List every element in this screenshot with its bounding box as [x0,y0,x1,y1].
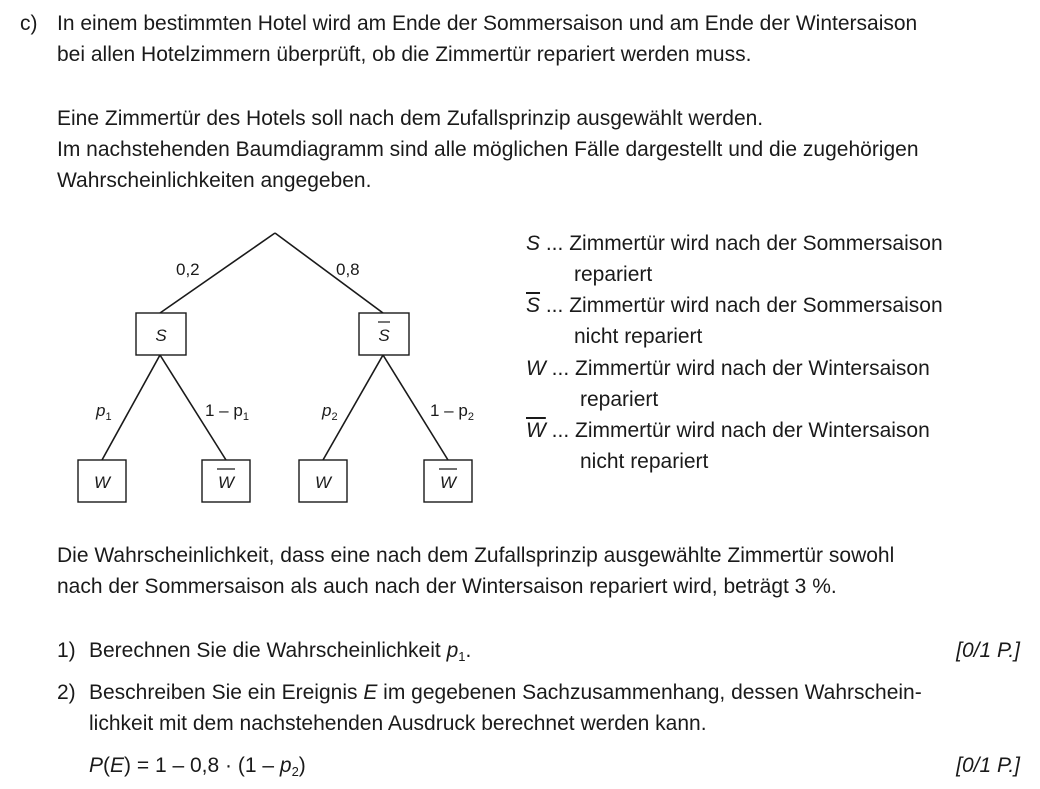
task2-number: 2) [57,681,76,704]
task2-formula: $P(E) = 1 - 0,8 \cdot (1 - p_2)$ [89,754,306,779]
tree-diagram [0,0,500,520]
legend-w: W ... Zimmertür wird nach der Wintersaison [526,357,930,380]
task1-number: 1) [57,639,76,662]
one-minus-p1-label: $1 - p_1$ [205,401,249,423]
legend-not-s-line2: nicht repariert [574,325,703,348]
node-s-text: S [155,326,167,345]
node-not-w-text-1: W [217,473,235,492]
task1-points: [0/1 P.] [956,639,1020,662]
prob-s-label: 0,2 [176,260,200,279]
setup-line-2: Im nachstehenden Baumdiagramm sind alle möglichen Fälle dargestellt und die zugehörigen [57,138,919,161]
legend-s-line2: repariert [574,263,653,286]
one-minus-p2-label: $1 - p_2$ [430,401,474,423]
node-w-text-2: W [314,473,332,492]
p2-label: $p_2$ [322,401,338,423]
setup-line-3: Wahrscheinlichkeiten angegeben. [57,169,372,192]
node-w-text-1: W [93,473,111,492]
node-not-s-text: S [378,326,390,345]
setup-line-1: Eine Zimmertür des Hotels soll nach dem Zufallsprinzip ausgewählt werden. [57,107,764,130]
legend-not-w: $\overline{W}$ ... Zimmertür wird nach der Wintersaison [526,419,930,442]
task2-line-1: Beschreiben Sie ein Ereignis E im gegebenen Sachzusammenhang, dessen Wahrschein- [89,681,922,704]
legend-not-s: $\overline{S}$ ... Zimmertür wird nach der Sommersaison [526,294,943,317]
part-label: c) [20,12,38,35]
task1-text: Berechnen Sie die Wahrscheinlichkeit $p_1$. [89,639,472,664]
node-not-w-text-2: W [439,473,457,492]
intro-line-1: In einem bestimmten Hotel wird am Ende der Sommersaison und am Ende der Wintersaison [57,12,918,35]
legend-w-line2: repariert [580,388,659,411]
task2-points: [0/1 P.] [956,754,1020,777]
prob-not-s-label: 0,8 [336,260,360,279]
statement-line-1: Die Wahrscheinlichkeit, dass eine nach dem Zufallsprinzip ausgewählte Zimmertür sowohl [57,544,895,567]
intro-line-2: bei allen Hotelzimmern überprüft, ob die Zimmertür repariert werden muss. [57,43,752,66]
legend-s: S ... Zimmertür wird nach der Sommersaison [526,232,943,255]
legend-not-w-line2: nicht repariert [580,450,709,473]
task2-line-2: lichkeit mit dem nachstehenden Ausdruck berechnet werden kann. [89,712,707,735]
p1-label: $p_1$ [96,401,112,423]
statement-line-2: nach der Sommersaison als auch nach der Wintersaison repariert wird, beträgt 3 %. [57,575,837,598]
